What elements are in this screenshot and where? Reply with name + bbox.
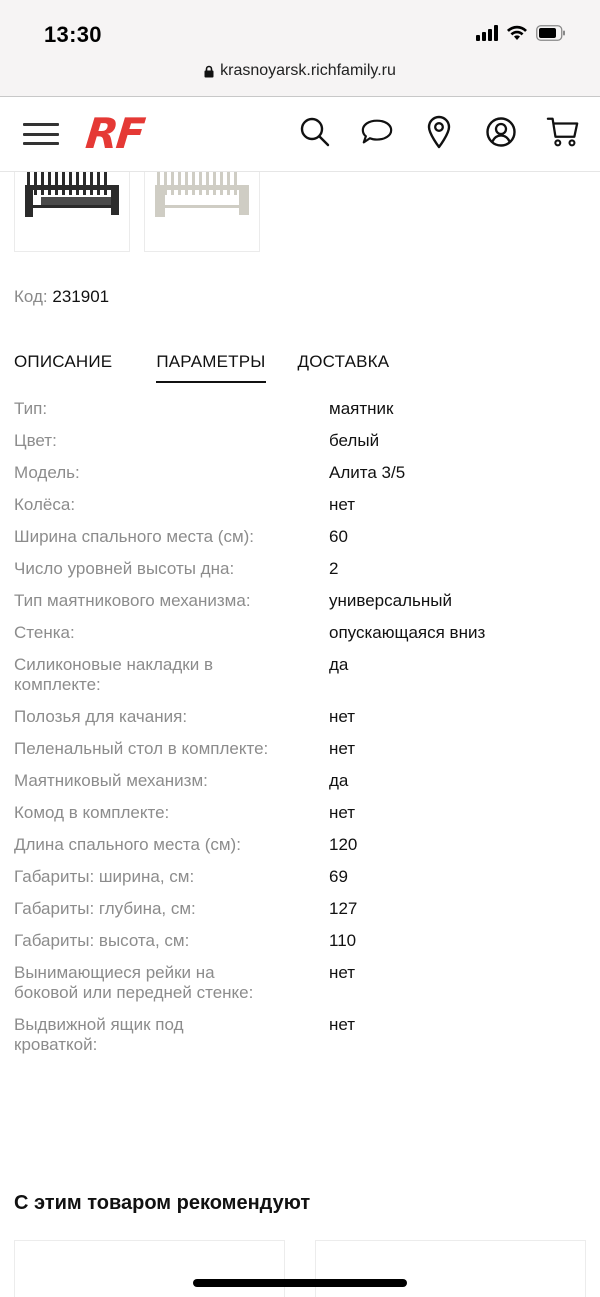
param-key: Габариты: глубина, см: xyxy=(14,899,196,918)
thumbnail-crib-dark[interactable] xyxy=(14,160,130,252)
param-row xyxy=(14,1015,586,1055)
param-value: маятник xyxy=(329,399,394,418)
search-button[interactable] xyxy=(298,115,332,149)
param-key: Длина спального места (см): xyxy=(14,835,241,854)
status-icons xyxy=(476,25,566,41)
chat-button[interactable] xyxy=(360,115,394,149)
param-row xyxy=(14,463,586,483)
param-row xyxy=(14,559,586,579)
chat-icon xyxy=(360,117,394,147)
account-button[interactable] xyxy=(484,115,518,149)
cart-icon xyxy=(546,115,580,149)
product-code-label: Код: xyxy=(14,287,48,306)
product-gallery-thumbnails xyxy=(14,160,260,252)
param-key: Маятниковый механизм: xyxy=(14,771,208,790)
crib-white-image xyxy=(145,161,260,252)
lock-icon xyxy=(204,65,214,78)
param-value: 69 xyxy=(329,867,348,886)
param-key: Ширина спального места (см): xyxy=(14,527,255,546)
param-row xyxy=(14,739,586,759)
param-key: Цвет: xyxy=(14,431,57,450)
location-pin-icon xyxy=(426,115,452,149)
param-value: 110 xyxy=(329,931,357,950)
address-bar[interactable] xyxy=(0,62,600,80)
home-indicator[interactable] xyxy=(193,1279,407,1287)
wifi-icon xyxy=(506,25,528,41)
url-text: krasnoyarsk.richfamily.ru xyxy=(220,62,396,79)
param-value: нет xyxy=(329,963,356,982)
param-row xyxy=(14,931,586,951)
param-row xyxy=(14,527,586,547)
cart-button[interactable] xyxy=(546,115,580,149)
param-key: Силиконовые накладки в комплекте: xyxy=(14,655,213,694)
param-value: нет xyxy=(329,803,356,822)
param-value: универсальный xyxy=(329,591,452,610)
param-row xyxy=(14,399,586,419)
param-key: Модель: xyxy=(14,463,80,482)
param-key: Вынимающиеся рейки на боковой или передней стенке: xyxy=(14,963,254,1002)
param-row xyxy=(14,655,586,695)
cellular-signal-icon xyxy=(476,25,498,41)
param-row xyxy=(14,963,586,1003)
product-code xyxy=(14,287,109,307)
browser-chrome xyxy=(0,0,600,97)
param-value: нет xyxy=(329,495,356,514)
param-key: Тип: xyxy=(14,399,48,418)
param-row xyxy=(14,803,586,823)
param-row xyxy=(14,431,586,451)
recommended-product-card[interactable] xyxy=(315,1240,586,1297)
recommended-products xyxy=(14,1240,586,1297)
param-value: нет xyxy=(329,707,356,726)
status-time: 13:30 xyxy=(44,22,102,47)
product-tabs xyxy=(14,352,389,383)
param-value: 2 xyxy=(329,559,339,578)
location-button[interactable] xyxy=(422,115,456,149)
param-value: да xyxy=(329,771,349,790)
param-key: Тип маятникового механизма: xyxy=(14,591,251,610)
user-icon xyxy=(485,116,517,148)
param-key: Число уровней высоты дна: xyxy=(14,559,235,578)
param-row xyxy=(14,867,586,887)
param-key: Комод в комплекте: xyxy=(14,803,170,822)
param-row xyxy=(14,495,586,515)
parameters-table xyxy=(14,399,586,1067)
header-actions xyxy=(298,115,580,149)
param-key: Полозья для качания: xyxy=(14,707,188,726)
hamburger-menu-button[interactable] xyxy=(23,123,59,145)
param-key: Пеленальный стол в комплекте: xyxy=(14,739,269,758)
product-code-value: 231901 xyxy=(52,287,110,306)
site-header xyxy=(0,97,600,172)
param-row xyxy=(14,771,586,791)
param-value: нет xyxy=(329,739,356,758)
param-value: Алита 3/5 xyxy=(329,463,406,482)
param-row xyxy=(14,899,586,919)
param-row xyxy=(14,835,586,855)
param-value: белый xyxy=(329,431,380,450)
thumbnail-crib-white[interactable] xyxy=(144,160,260,252)
param-key: Габариты: высота, см: xyxy=(14,931,190,950)
param-row xyxy=(14,591,586,611)
param-value: да xyxy=(329,655,349,674)
param-row xyxy=(14,707,586,727)
site-logo[interactable]: RF xyxy=(83,109,146,158)
param-value: 120 xyxy=(329,835,358,854)
tab-description[interactable]: ОПИСАНИЕ xyxy=(14,352,113,371)
param-key: Выдвижной ящик под кроваткой: xyxy=(14,1015,184,1054)
param-value: опускающаяся вниз xyxy=(329,623,486,642)
param-value: нет xyxy=(329,1015,356,1034)
recommended-product-card[interactable] xyxy=(14,1240,285,1297)
param-key: Колёса: xyxy=(14,495,76,514)
param-row xyxy=(14,623,586,643)
battery-icon xyxy=(536,25,566,41)
tab-delivery[interactable]: ДОСТАВКА xyxy=(297,352,390,371)
crib-dark-image xyxy=(15,161,130,252)
param-key: Габариты: ширина, см: xyxy=(14,867,195,886)
search-icon xyxy=(299,116,331,148)
param-value: 127 xyxy=(329,899,358,918)
recommended-section-title: С этим товаром рекомендуют xyxy=(14,1192,311,1214)
tab-parameters[interactable]: ПАРАМЕТРЫ xyxy=(156,352,265,383)
param-key: Стенка: xyxy=(14,623,75,642)
param-value: 60 xyxy=(329,527,348,546)
